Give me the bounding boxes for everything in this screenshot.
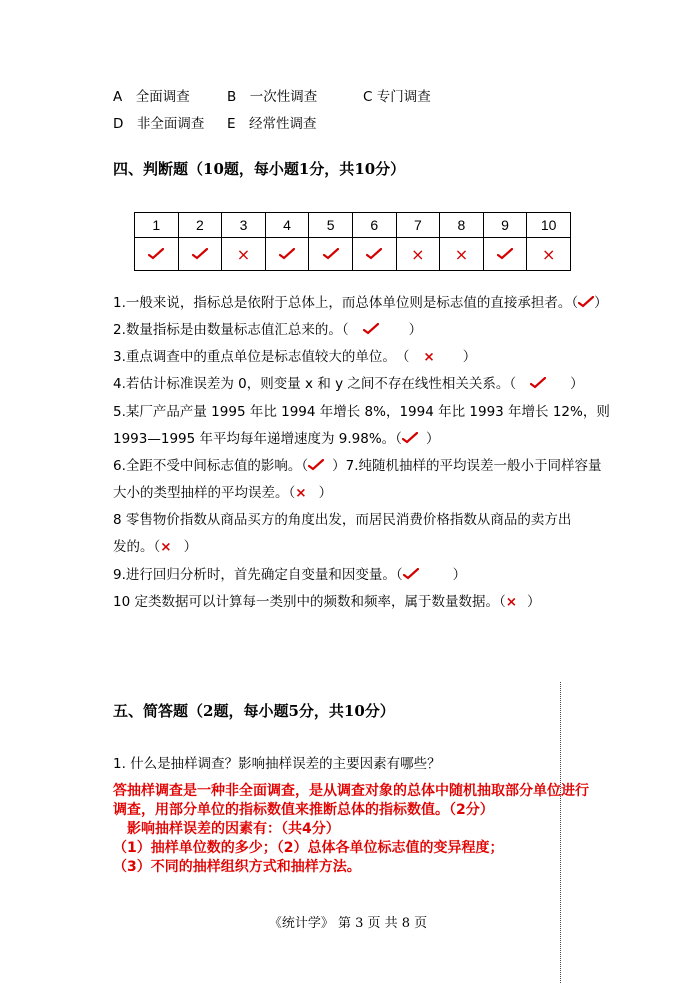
cross-mark-icon: ×	[505, 594, 518, 610]
question-2	[113, 318, 422, 338]
check-mark-icon	[578, 295, 594, 311]
question-9-text: 9.进行回归分析时，首先确定自变量和因变量。（	[113, 567, 403, 583]
cross-mark-icon: ×	[160, 539, 172, 555]
answer-line-1: 答抽样调查是一种非全面调查，是从调查对象的总体中随机抽取部分单位进行	[113, 783, 589, 799]
question-1-text: 1.一般来说，指标总是依附于总体上，而总体单位则是标志值的直接承担者。（	[113, 295, 579, 311]
question-4-end: ）	[570, 376, 584, 392]
question-5-end: ）	[425, 431, 440, 447]
question-3-end: ）	[462, 349, 477, 365]
cross-mark-icon: ×	[396, 238, 440, 271]
option-e: E 经常性调查	[227, 116, 317, 132]
question-5-text: 1993—1995 年平均每年递增速度为 9.98%。（	[113, 431, 402, 447]
question-6-text: 6.全距不受中间标志值的影响。（	[113, 458, 309, 474]
answer-table-number-row	[135, 213, 571, 238]
question-2-text: 2.数量指标是由数量标志值汇总来的。（	[113, 322, 349, 338]
question-3	[113, 345, 476, 365]
check-mark-icon	[265, 238, 309, 271]
table-cell-number: 1	[135, 213, 179, 238]
binding-cut-line	[560, 682, 561, 983]
option-c: C 专门调查	[363, 89, 431, 105]
question-10-end: ）	[527, 594, 541, 610]
table-cell-number: 5	[309, 213, 353, 238]
question-1	[113, 291, 608, 311]
cross-mark-icon: ×	[222, 238, 266, 271]
question-10	[113, 590, 541, 610]
answer-table	[134, 212, 571, 271]
table-cell-number: 2	[178, 213, 222, 238]
check-mark-icon	[530, 376, 546, 392]
table-cell-number: 8	[440, 213, 484, 238]
section4-title: 四、判断题（10题，每小题1分，共10分）	[113, 160, 406, 178]
check-mark-icon	[308, 458, 324, 474]
question-9	[113, 563, 466, 583]
question-8-line-1: 8 零售物价指数从商品买方的角度出发，而居民消费价格指数从商品的卖方出	[113, 512, 572, 528]
question-7-line-2	[113, 481, 332, 501]
question-8-line-2	[113, 535, 197, 555]
answer-line-4: （1）抽样单位数的多少；（2）总体各单位标志值的变异程度；	[113, 840, 504, 856]
cross-mark-icon: ×	[423, 349, 435, 365]
option-d: D 非全面调查	[113, 116, 205, 132]
check-mark-icon	[483, 238, 527, 271]
question-1-end: ）	[594, 295, 608, 311]
question-4-text: 4.若估计标准误差为 0，则变量 x 和 y 之间不存在线性相关关系。（	[113, 376, 517, 392]
question-10-text: 10 定类数据可以计算每一类别中的频数和频率，属于数量数据。（	[113, 594, 506, 610]
question-4	[113, 372, 584, 392]
check-mark-icon	[403, 567, 419, 583]
table-cell-number: 3	[222, 213, 266, 238]
option-b: B 一次性调查	[227, 89, 318, 105]
table-cell-number: 7	[396, 213, 440, 238]
question-7-end: ）	[318, 485, 333, 501]
answer-line-2: 调查，用部分单位的指标数值来推断总体的指标数值。（2分）	[113, 802, 494, 818]
question-6-7	[113, 454, 602, 474]
table-cell-number: 4	[265, 213, 309, 238]
table-cell-number: 10	[527, 213, 571, 238]
check-mark-icon	[402, 431, 418, 447]
question-9-end: ）	[452, 567, 467, 583]
question-7-text: ）7.纯随机抽样的平均误差一般小于同样容量	[332, 458, 602, 474]
question-2-end: ）	[408, 322, 423, 338]
answer-line-5: （3）不同的抽样组织方式和抽样方法。	[113, 859, 361, 875]
page-footer: 《统计学》 第 3 页 共 8 页	[268, 916, 428, 931]
cross-mark-icon: ×	[440, 238, 484, 271]
table-cell-number: 6	[352, 213, 396, 238]
check-mark-icon	[309, 238, 353, 271]
answer-table-mark-row	[135, 238, 571, 271]
question-3-text: 3.重点调查中的重点单位是标志值较大的单位。 （	[113, 349, 410, 365]
question-7-text-2: 大小的类型抽样的平均误差。（	[113, 485, 296, 501]
answer-line-3: 影响抽样误差的因素有：（共4分）	[127, 821, 340, 837]
question-8-text: 发的。（	[113, 539, 161, 555]
question-8-end: ）	[183, 539, 198, 555]
check-mark-icon	[363, 322, 379, 338]
table-cell-number: 9	[483, 213, 527, 238]
check-mark-icon	[352, 238, 396, 271]
option-a: A 全面调查	[113, 89, 190, 105]
check-mark-icon	[178, 238, 222, 271]
cross-mark-icon: ×	[295, 485, 307, 501]
section5-question-1: 1. 什么是抽样调查？影响抽样误差的主要因素有哪些？	[113, 756, 441, 772]
cross-mark-icon: ×	[527, 238, 571, 271]
check-mark-icon	[135, 238, 179, 271]
question-5-line-1: 5.某厂产品产量 1995 年比 1994 年增长 8%，1994 年比 1993 年增长 12%，则	[113, 404, 610, 420]
question-5-line-2	[113, 427, 439, 447]
section5-title: 五、简答题（2题，每小题5分，共10分）	[113, 702, 395, 720]
